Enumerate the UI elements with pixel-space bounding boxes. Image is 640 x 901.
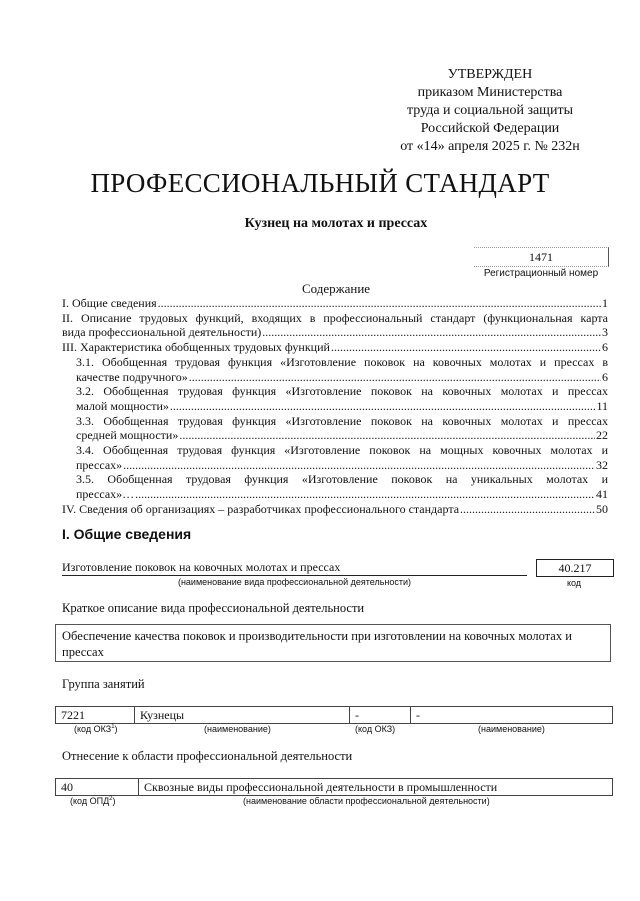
toc-item[interactable] xyxy=(62,443,608,472)
brief-description-box: Обеспечение качества поковок и производительности при изготовлении на ковочных молотах и прессах xyxy=(55,624,611,662)
approval-line: приказом Министерства xyxy=(417,85,563,100)
toc-item[interactable] xyxy=(62,502,608,517)
toc-item-line: 3.1. Обобщенная трудовая функция «Изготовление поковок на ковочных молотах и прессах в xyxy=(76,354,608,369)
occupation-name-caption-2: (наименование) xyxy=(478,724,545,734)
activity-caption: (наименование вида профессиональной деятельности) xyxy=(177,577,412,587)
document-subtitle: Кузнец на молотах и прессах xyxy=(244,216,428,231)
toc-item-text: I. Общие сведения xyxy=(62,296,157,310)
registration-number: 1471 xyxy=(474,247,609,267)
toc-item-line: 3.5. Обобщенная трудовая функция «Изготовление поковок на уникальных молотах и xyxy=(76,472,608,487)
toc-item-page: 50 xyxy=(596,501,608,516)
toc-item-text: прессах»… xyxy=(76,487,135,502)
approval-stamp xyxy=(380,66,600,156)
toc-item[interactable] xyxy=(62,340,608,355)
okz-code-2: - xyxy=(350,707,411,723)
occupation-row xyxy=(55,706,613,724)
table-of-contents xyxy=(62,296,608,517)
toc-item[interactable] xyxy=(62,414,608,443)
activity-code: 40.217 xyxy=(536,559,614,577)
toc-item-text: III. Характеристика обобщенных трудовых функций xyxy=(62,340,330,355)
toc-item-text: средней мощности» xyxy=(76,428,179,443)
toc-item-page: 11 xyxy=(596,398,608,413)
toc-item-text: прессах» xyxy=(76,457,123,472)
okz-code-caption: (код ОКЗ$^1$) xyxy=(74,724,118,734)
registration-label: Регистрационный номер xyxy=(483,268,599,279)
toc-item-text: малой мощности» xyxy=(76,398,169,413)
toc-item-page: 1 xyxy=(602,296,608,310)
occupation-name-caption: (наименование) xyxy=(204,724,271,734)
toc-item[interactable] xyxy=(62,311,608,340)
toc-item-page: 22 xyxy=(596,428,608,443)
approval-line: Российской Федерации xyxy=(420,121,560,136)
toc-item-line: 3.4. Обобщенная трудовая функция «Изготовление поковок на мощных ковочных молотах и xyxy=(76,443,608,458)
activity-name-field xyxy=(62,559,527,576)
approval-line: труда и социальной защиты xyxy=(407,103,573,118)
toc-item-text: вида профессиональной деятельности) xyxy=(62,325,262,340)
occupation-name-1: Кузнецы xyxy=(135,707,350,723)
toc-item[interactable] xyxy=(62,472,608,501)
toc-item-page: 41 xyxy=(596,487,608,502)
toc-item-text: IV. Сведения об организациях – разработчиках профессионального стандарта xyxy=(62,501,460,516)
toc-item[interactable] xyxy=(62,384,608,413)
toc-item-line: 3.2. Обобщенная трудовая функция «Изготовление поковок на ковочных молотах и прессах xyxy=(76,384,608,399)
toc-item-text: качестве подручного» xyxy=(76,369,188,384)
toc-item-page: 3 xyxy=(602,325,608,340)
professional-area-row xyxy=(55,778,613,796)
toc-item[interactable] xyxy=(62,355,608,384)
professional-area-label: Отнесение к области профессиональной деятельности xyxy=(62,749,353,763)
approval-line: УТВЕРЖДЕН xyxy=(447,67,533,82)
occupation-name-2: - xyxy=(416,708,420,722)
toc-item-line: II. Описание трудовых функций, входящих в профессиональный стандарт (функциональная карта xyxy=(62,310,608,325)
toc-item[interactable] xyxy=(62,296,608,311)
professional-area-caption: (наименование области профессиональной деятельности) xyxy=(243,796,490,806)
toc-item-line: 3.3. Обобщенная трудовая функция «Изготовление поковок на ковочных молотах и прессах xyxy=(76,413,608,428)
activity-name: Изготовление поковок на ковочных молотах и прессах xyxy=(62,560,341,574)
opd-code-caption: (код ОПД$^2$) xyxy=(70,796,116,806)
section-heading: I. Общие сведения xyxy=(62,526,192,542)
toc-item-page: 6 xyxy=(602,369,608,384)
document-title: ПРОФЕССИОНАЛЬНЫЙ СТАНДАРТ xyxy=(90,168,550,198)
toc-item-page: 6 xyxy=(602,340,608,355)
code-caption: код xyxy=(566,578,582,588)
okz-code-caption-2: (код ОКЗ) xyxy=(355,724,396,734)
approval-line: от «14» апреля 2025 г. № 232н xyxy=(400,139,580,154)
brief-description-label: Краткое описание вида профессиональной деятельности xyxy=(62,601,365,615)
opd-code: 40 xyxy=(56,779,139,795)
professional-area-name: Сквозные виды профессиональной деятельности в промышленности xyxy=(144,780,498,794)
toc-item-page: 32 xyxy=(596,457,608,472)
toc-heading: Содержание xyxy=(301,281,371,296)
okz-code-1: 7221 xyxy=(56,707,135,723)
occupation-group-label: Группа занятий xyxy=(62,677,145,691)
